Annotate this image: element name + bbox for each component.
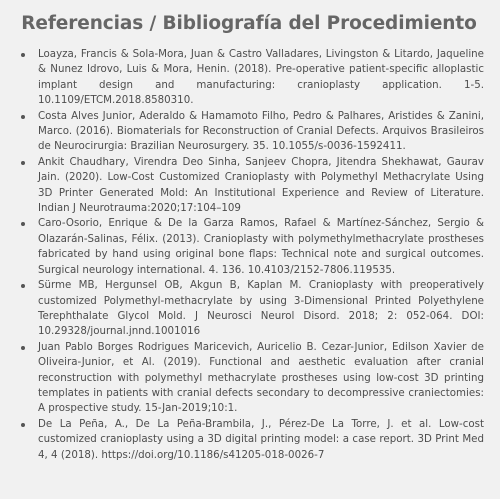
bullet-icon (21, 53, 25, 57)
reference-list (14, 47, 484, 463)
reference-text: Sürme MB, Hergunsel OB, Akgun B, Kaplan M. Cranioplasty with preoperatively customized Polymethyl-methacrylate by using 3-Dimensional Printed Polyethylene Terephthalate Glycol Mold. J Neurosci Neurol Disord. 2018; 2: 052-064. DOI: 10.29328/journal.jnnd.1001016 (38, 279, 484, 338)
reference-item (14, 155, 484, 217)
reference-item (14, 47, 484, 109)
bullet-icon (21, 346, 25, 350)
bullet-icon (21, 284, 25, 288)
reference-text: Juan Pablo Borges Rodrigues Maricevich, Auricelio B. Cezar-Junior, Edilson Xavier de Oliveira-Junior, et Al. (2019). Functional and aesthetic evaluation after cranial reconstruction with polymethyl methacrylate prostheses using low-cost 3D printing templates in patients with cranial defects secondary to decompressive craniectomies: A prospective study. 15-Jan-2019;10:1. (38, 340, 484, 415)
bullet-icon (21, 161, 25, 165)
bullet-icon (21, 222, 25, 226)
reference-text: Loayza, Francis & Sola-Mora, Juan & Castro Valladares, Livingston & Litardo, Jaqueline & Nunez Idrovo, Luis & Mora, Henin. (2018). Pre-operative patient-specific alloplastic implant design and manufacturing: cranioplasty application. 1-5. 10.1109/ETCM.2018.8580310. (38, 48, 484, 107)
reference-item (14, 340, 484, 417)
bullet-icon (21, 423, 25, 427)
reference-text: Caro-Osorio, Enrique & De la Garza Ramos, Rafael & Martínez-Sánchez, Sergio & Olazarán-Salinas, Félix. (2013). Cranioplasty with polymethylmethacrylate prostheses fabricated by hand using original bone flaps: Technical note and surgical outcomes. Surgical neurology international. 4. 136. 10.4103/2152-7806.119535. (38, 217, 484, 276)
reference-item (14, 278, 484, 340)
reference-text: Costa Alves Junior, Aderaldo & Hamamoto Filho, Pedro & Palhares, Aristides & Zanini, Marco. (2016). Biomaterials for Reconstruction of Cranial Defects. Arquivos Brasileiros de Neurocirurgia: Brazilian Neurosurgery. 35. 10.1055/s-0036-1592411. (38, 109, 484, 153)
page-title: Referencias / Bibliografía del Procedimiento (21, 13, 477, 34)
reference-item (14, 109, 484, 155)
reference-item (14, 417, 484, 463)
bullet-icon (21, 115, 25, 119)
reference-text: De La Peña, A., De La Peña-Brambila, J., Pérez-De La Torre, J. et al. Low-cost customized cranioplasty using a 3D digital printing model: a case report. 3D Print Med 4, 4 (2018). https://doi.org/10.1186/s41205-018-0026-7 (38, 417, 484, 461)
reference-text: Ankit Chaudhary, Virendra Deo Sinha, Sanjeev Chopra, Jitendra Shekhawat, Gaurav Jain. (2020). Low-Cost Customized Cranioplasty with Polymethyl Methacrylate Using 3D Printer Generated Mold: An Institutional Experience and Review of Literature. Indian J Neurotrauma:2020;17:104–109 (38, 155, 484, 215)
reference-item (14, 216, 484, 278)
